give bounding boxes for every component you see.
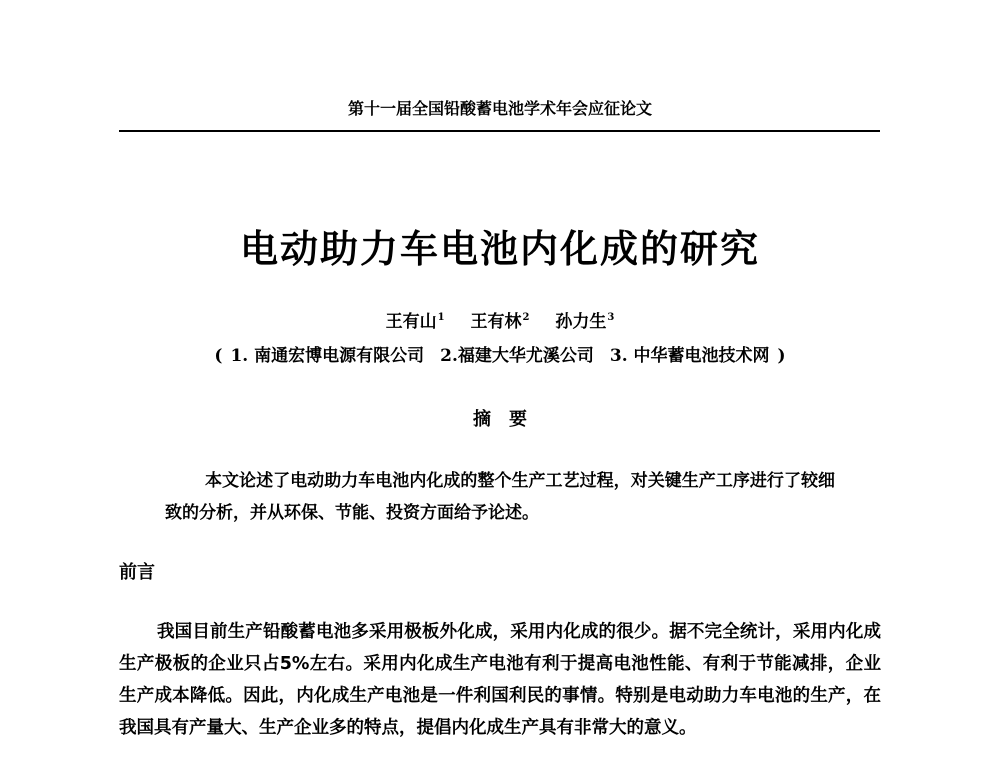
author-name: 孙力生 <box>555 312 607 332</box>
author <box>555 307 614 332</box>
affiliation-item: 2.福建大华尤溪公司 <box>440 346 594 366</box>
affiliation-item: 1. 南通宏博电源有限公司 <box>230 346 425 366</box>
running-header: 第十一届全国铅酸蓄电池学术年会应征论文 <box>347 99 652 118</box>
affiliation-close-paren: ) <box>777 346 786 366</box>
abstract-heading: 摘要 <box>473 409 545 430</box>
intro-paragraph: 我国目前生产铅酸蓄电池多采用极板外化成，采用内化成的很少。据不完全统计，采用内化成生产极板的企业只占5%左右。采用内化成生产电池有利于提高电池性能、有利于节能减排，企业生产成本降低。因此，内化成生产电池是一件利国利民的事情。特别是电动助力车电池的生产，在我国具有产量大、生产企业多的特点，提倡内化成生产具有非常大的意义。 <box>119 622 881 738</box>
author-name: 王有山 <box>385 312 437 332</box>
paper-title: 电动助力车电池内化成的研究 <box>239 227 760 271</box>
author-affiliation-mark: 3 <box>607 312 615 324</box>
affiliation-list <box>0 341 1000 366</box>
section-heading-preface: 前言 <box>119 562 155 583</box>
abstract-body: 本文论述了电动助力车电池内化成的整个生产工艺过程，对关键生产工序进行了较细致的分析，并从环保、节能、投资方面给予论述。 <box>165 471 835 523</box>
affiliation-open-paren: ( <box>214 346 223 366</box>
affiliation-item: 3. 中华蓄电池技术网 <box>609 346 770 366</box>
header-rule <box>119 130 880 132</box>
author-name: 王有林 <box>470 312 522 332</box>
author-list <box>0 307 1000 332</box>
author-affiliation-mark: 2 <box>522 312 530 324</box>
author <box>471 307 530 332</box>
author <box>386 307 445 332</box>
author-affiliation-mark: 1 <box>437 312 445 324</box>
